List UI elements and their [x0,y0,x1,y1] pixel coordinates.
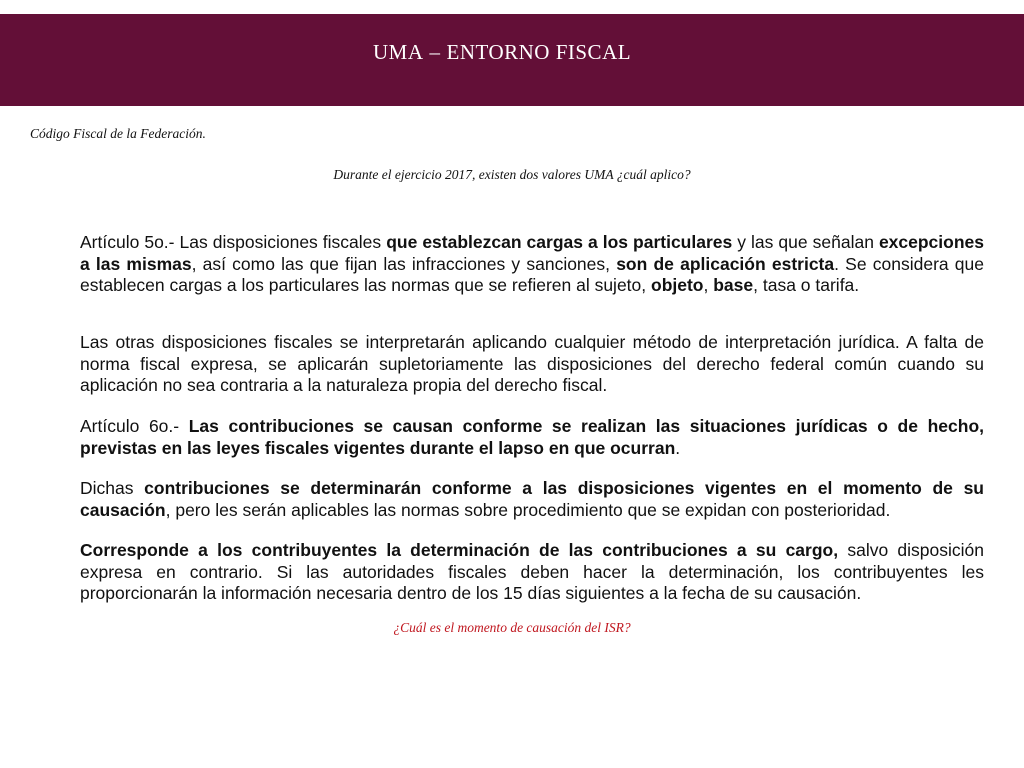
question-line: Durante el ejercicio 2017, existen dos valores UMA ¿cuál aplico? [333,167,691,182]
paragraph-otras-disposiciones: Las otras disposiciones fiscales se interpretarán aplicando cualquier método de interpretación jurídica. A falta de norma fiscal expresa, se aplicarán supletoriamente las disposiciones del derecho federal común cuando su aplicación no sea contraria a la naturaleza propia del derecho fiscal. [80,332,984,395]
slide-title-dash: – [429,40,441,64]
paragraph-dichas-contribuciones: Dichas contribuciones se determinarán conforme a las disposiciones vigentes en el momento de su causación, pero les serán aplicables las normas sobre procedimiento que se expidan con posterioridad. [80,478,984,520]
slide-title [373,40,631,65]
title-banner [0,14,1024,106]
paragraph-corresponde: Corresponde a los contribuyentes la determinación de las contribuciones a su cargo, salvo disposición expresa en contrario. Si las autoridades fiscales deben hacer la determinación, los contribuyentes les proporcionarán la información necesaria dentro de los 15 días siguientes a la fecha de su causación. [80,540,985,603]
subtitle: Código Fiscal de la Federación. [30,126,206,141]
paragraph-articulo-5: Artículo 5o.- Las disposiciones fiscales que establezcan cargas a los particulares y las que señalan excepciones a las mismas, así como las que fijan las infracciones y sanciones, son de aplicación estricta. Se considera que establecen cargas a los particulares las normas que se refieren al sujeto, objeto, base, tasa o tarifa. [80,232,984,295]
slide-title-left: UMA [373,40,424,64]
paragraph-articulo-6: Artículo 6o.- Las contribuciones se causan conforme se realizan las situaciones jurídicas o de hecho, previstas en las leyes fiscales vigentes durante el lapso en que ocurran. [80,416,984,458]
slide-title-right: ENTORNO FISCAL [446,40,632,64]
closing-question: ¿Cuál es el momento de causación del ISR? [393,620,631,635]
